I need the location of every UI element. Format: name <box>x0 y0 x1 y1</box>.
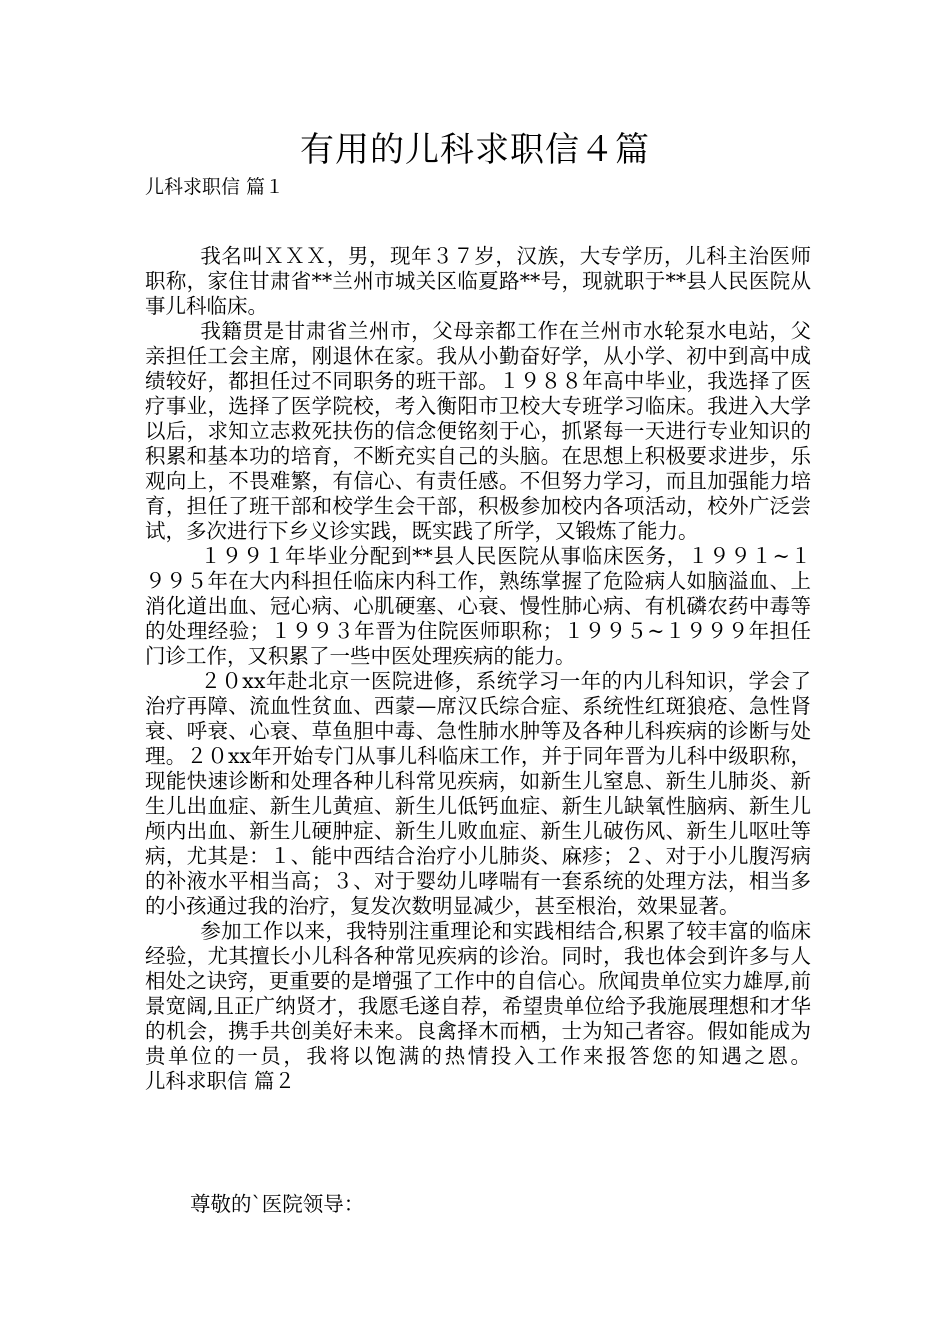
paragraph-5 <box>145 919 811 1094</box>
paragraph-1: 我名叫ＸＸＸ，男，现年３７岁，汉族，大专学历，儿科主治医师职称，家住甘肃省**兰州市城关区临夏路**号，现就职于**县人民医院从事儿科临床。 <box>145 244 811 318</box>
paragraph-4: ２０xx年赴北京一医院进修，系统学习一年的内儿科知识，学会了治疗再障、流血性贫血、西蒙—席汉氏综合症、系统性红斑狼疮、急性肾衰、呼衰、心衰、草鱼胆中毒、急性肺水肿等及各种儿科疾病的诊断与处理。２０xx年开始专门从事儿科临床工作，并于同年晋为儿科中级职称，现能快速诊断和处理各种儿科常见疾病，如新生儿窒息、新生儿肺炎、新生儿出血症、新生儿黄疸、新生儿低钙血症、新生儿缺氧性脑病、新生儿颅内出血、新生儿硬肿症、新生儿败血症、新生儿破伤风、新生儿呕吐等病，尤其是：１、能中西结合治疗小儿肺炎、麻疹；２、对于小儿腹泻病的补液水平相当高；３、对于婴幼儿哮喘有一套系统的处理方法，相当多的小孩通过我的治疗，复发次数明显减少，甚至根治，效果显著。 <box>145 669 811 918</box>
letter-body <box>145 244 811 1094</box>
section-2-heading: 儿科求职信 篇２ <box>145 1069 296 1093</box>
salutation: 尊敬的`医院领导： <box>190 1192 365 1216</box>
section-1-heading: 儿科求职信 篇１ <box>145 176 285 198</box>
paragraph-5-text: 参加工作以来，我特别注重理论和实践相结合,积累了较丰富的临床经验，尤其擅长小儿科各种常见疾病的诊治。同时，我也体会到许多与人相处之诀窍，更重要的是增强了工作中的自信心。欣闻贵单位实力雄厚,前景宽阔,且正广纳贤才，我愿毛遂自荐，希望贵单位给予我施展理想和才华的机会，携手共创美好未来。良禽择木而栖，士为知己者容。假如能成为贵单位的一员，我将以饱满的热情投入工作来报答您的知遇之恩。 <box>145 919 811 1068</box>
paragraph-3: １９９１年毕业分配到**县人民医院从事临床医务，１９９１~１９９５年在大内科担任临床内科工作，熟练掌握了危险病人如脑溢血、上消化道出血、冠心病、心肌硬塞、心衰、慢性肺心病、有机磷农药中毒等的处理经验；１９９３年晋为住院医师职称；１９９５~１９９９年担任门诊工作，又积累了一些中医处理疾病的能力。 <box>145 544 811 668</box>
document-title: 有用的儿科求职信４篇 <box>300 130 650 170</box>
paragraph-2: 我籍贯是甘肃省兰州市，父母亲都工作在兰州市水轮泵水电站，父亲担任工会主席，刚退休在家。我从小勤奋好学，从小学、初中到高中成绩较好，都担任过不同职务的班干部。１９８８年高中毕业，我选择了医疗事业，选择了医学院校，考入衡阳市卫校大专班学习临床。我进入大学以后，求知立志救死扶伤的信念便铭刻于心，抓紧每一天进行专业知识的积累和基本功的培育，不断充实自己的头脑。在思想上积极要求进步，乐观向上，不畏难繁，有信心、有责任感。不但努力学习，而且加强能力培育，担任了班干部和校学生会干部，积极参加校内各项活动，校外广泛尝试，多次进行下乡义诊实践，既实践了所学，又锻炼了能力。 <box>145 319 811 543</box>
